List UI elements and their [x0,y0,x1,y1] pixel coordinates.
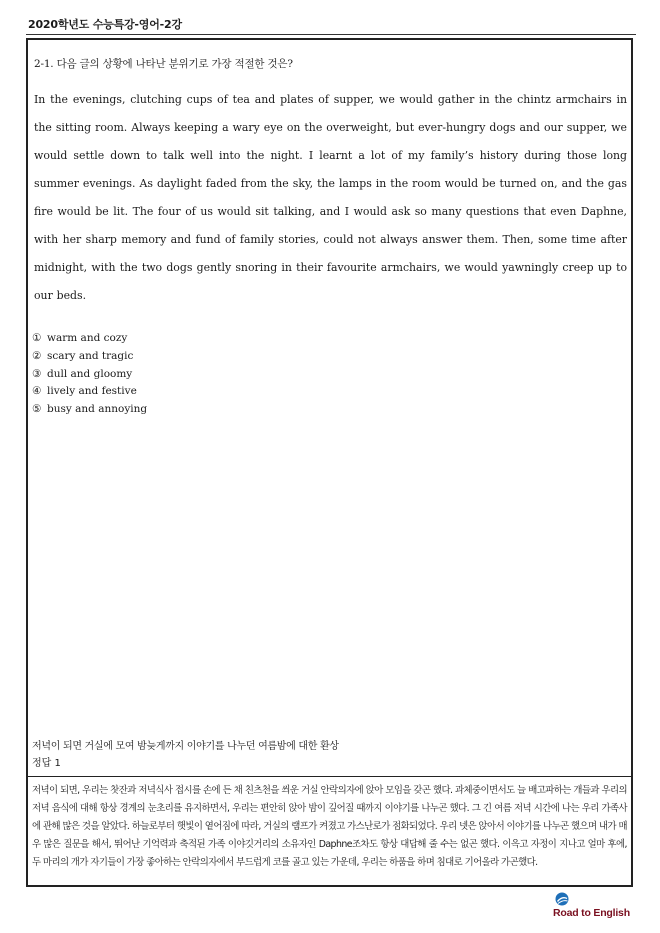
choice-text: warm and cozy [47,332,128,344]
answer-choices [32,330,147,419]
choice-4[interactable] [32,383,147,401]
choice-number: ⑤ [32,403,42,416]
choice-2[interactable] [32,348,147,366]
choice-text: lively and festive [47,385,137,398]
choice-1[interactable] [32,330,147,348]
answer-key: 정답 1 [32,758,61,769]
choice-number: ① [32,332,42,344]
choice-3[interactable] [32,366,147,384]
choice-number: ② [32,349,42,362]
reading-passage: In the evenings, clutching cups of tea and plates of supper, we would gather in the chintz armchairs in the sitting room. Always keeping a wary eye on the overweight, but ever-hungry dogs and our supper, we would settle down to talk well into the night. I learnt a lot of my family’s history during those long summer evenings. As daylight faded from the sky, the lamps in the room would be turned on, and the gas fire would be lit. The four of us would sit talking, and I would ask so many questions that even Daphne, with her sharp memory and fund of family stories, could not always answer them. Then, some time after midnight, with the two dogs gently snoring in their favourite armchairs, we would yawningly creep up to our beds. [34,93,627,302]
globe-icon [555,892,569,906]
question-prompt: 2-1. 다음 글의 상황에 나타난 분위기로 가장 적절한 것은? [34,58,293,70]
header-divider [26,34,636,35]
brand-logo-text: Road to English [553,907,630,919]
choice-number: ④ [32,385,42,398]
passage-summary: 저녁이 되면 거실에 모여 밤늦게까지 이야기를 나누던 여름밤에 대한 환상 [32,741,339,752]
explanation-divider [28,776,631,777]
choice-number: ③ [32,367,42,380]
choice-text: busy and annoying [47,403,148,416]
choice-text: scary and tragic [47,349,134,362]
brand-logo [553,892,637,922]
choice-5[interactable] [32,401,147,419]
question-frame [26,38,633,887]
choice-text: dull and gloomy [47,367,133,380]
korean-translation: 저녁이 되면, 우리는 찻잔과 저녁식사 접시를 손에 든 채 친츠천을 씌운 거실 안락의자에 앉아 모임을 갖곤 했다. 과체중이면서도 늘 배고파하는 개들과 우리의 저녁 음식에 대해 항상 경계의 눈초리를 유지하면서, 우리는 편안히 앉아 밤이 깊어질 때까지 이야기를 나누곤 했다. 그 긴 여름 저녁 시간에 나는 우리 가족사에 관해 많은 것을 알았다. 하늘로부터 햇빛이 옅어짐에 따라, 거실의 램프가 켜졌고 가스난로가 점화되었다. 우리 넷은 앉아서 이야기를 나누곤 했으며 내가 매우 많은 질문을 해서, 뛰어난 기억력과 축적된 가족 이야깃거리의 소유자인 Daphne조차도 항상 대답해 줄 수는 없곤 했다. 이윽고 자정이 지나고 얼마 후에, 두 마리의 개가 자기들이 가장 좋아하는 안락의자에서 부드럽게 코를 골고 있는 가운데, 우리는 하품을 하며 침대로 기어올라 가곤했다. [32,785,627,868]
document-header-title: 2020학년도 수능특강-영어-2강 [28,18,182,31]
